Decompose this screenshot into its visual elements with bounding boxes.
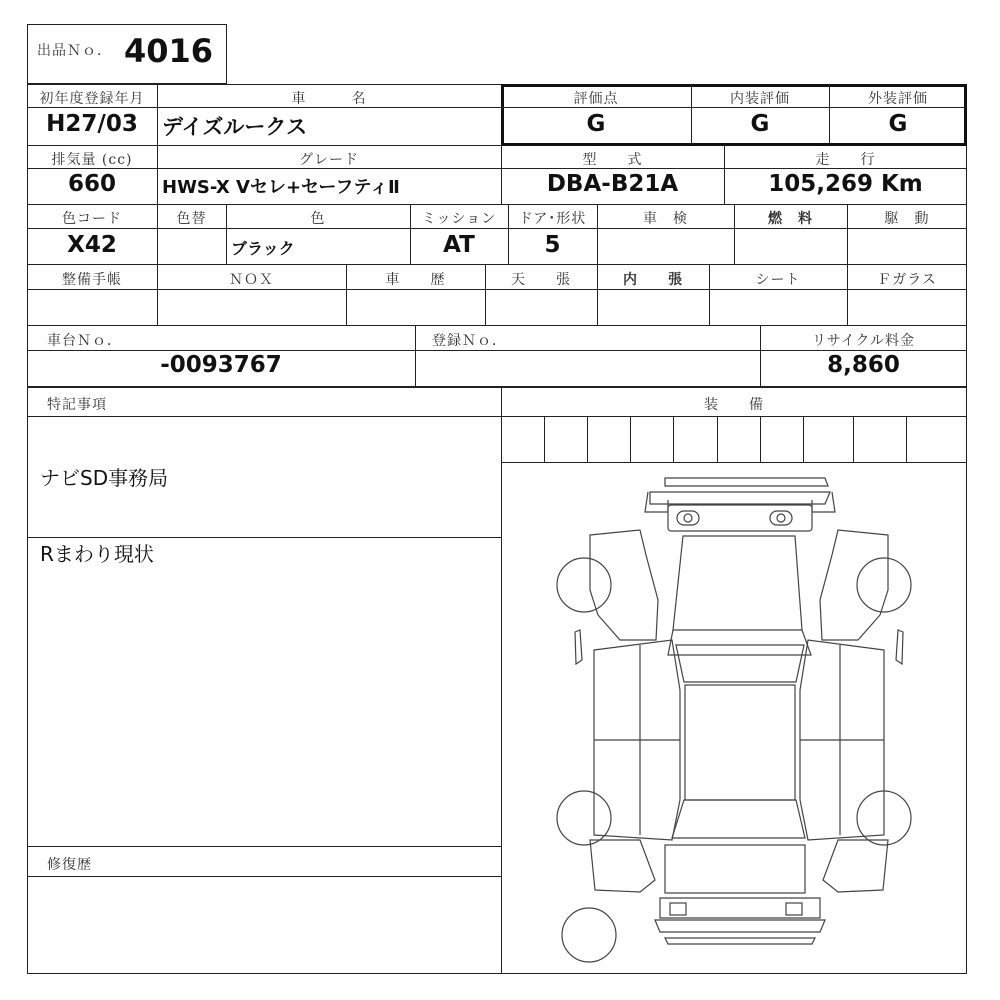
vehicle-condition-diagram xyxy=(501,462,967,974)
color-code-value: X42 xyxy=(67,232,117,258)
drive-label: 駆 動 xyxy=(884,211,930,227)
car-name-value: デイズルークス xyxy=(162,115,308,139)
first-registration-value: H27/03 xyxy=(46,111,138,137)
score-value: G xyxy=(586,111,606,137)
color-value: ブラック xyxy=(231,239,295,258)
lot-number-value: 4016 xyxy=(124,32,214,70)
fuel-label: 燃 料 xyxy=(768,211,813,227)
interior-score-value: G xyxy=(750,111,770,137)
roof-lining-label: 天 張 xyxy=(511,272,571,288)
note-line-2: Rまわり現状 xyxy=(40,542,154,566)
note-line-1: ナビSD事務局 xyxy=(40,466,169,490)
first-registration-label: 初年度登録年月 xyxy=(39,91,145,107)
doors-label: ドア･形状 xyxy=(518,211,587,227)
mileage-label: 走 行 xyxy=(815,152,876,168)
chassis-number-label: 車台Ｎｏ． xyxy=(47,333,122,349)
transmission-label: ミッション xyxy=(421,211,497,227)
special-notes-label: 特記事項 xyxy=(47,397,107,413)
mileage-value: 105,269 Km xyxy=(768,171,923,197)
transmission-value: AT xyxy=(443,232,475,258)
registration-number-label: 登録Ｎｏ． xyxy=(432,333,507,349)
equipment-label: 装 備 xyxy=(704,397,764,413)
interior-trim-label: 内 張 xyxy=(623,272,683,288)
front-glass-label: Ｆガラス xyxy=(877,272,937,288)
seat-label: シート xyxy=(755,272,801,288)
model-label: 型 式 xyxy=(582,152,643,168)
exterior-score-label: 外装評価 xyxy=(868,91,928,107)
displacement-value: 660 xyxy=(67,171,116,197)
lot-number-label: 出品Ｎｏ． xyxy=(37,43,112,59)
chassis-number-value: -0093767 xyxy=(160,352,282,378)
inspection-label: 車 検 xyxy=(643,211,688,227)
vehicle-history-label: 車 歴 xyxy=(385,272,446,288)
nox-label: ＮＯＸ xyxy=(229,272,274,288)
repair-history-label: 修復歴 xyxy=(47,857,92,873)
exterior-score-value: G xyxy=(888,111,908,137)
grade-value: HWS-X Vセレ+セーフティⅡ xyxy=(162,177,400,198)
car-name-label: 車 名 xyxy=(291,91,367,107)
doors-value: 5 xyxy=(544,232,561,258)
recycle-fee-value: 8,860 xyxy=(827,352,900,378)
grade-label: グレード xyxy=(299,152,359,168)
maintenance-record-label: 整備手帳 xyxy=(62,272,122,288)
model-value: DBA-B21A xyxy=(546,171,679,197)
recycle-fee-label: リサイクル料金 xyxy=(811,333,916,349)
color-label: 色 xyxy=(310,211,326,227)
repaint-label: 色替 xyxy=(176,211,207,227)
displacement-label: 排気量 (cc) xyxy=(51,152,133,168)
interior-score-label: 内装評価 xyxy=(730,91,790,107)
color-code-label: 色コード xyxy=(62,211,122,227)
score-label: 評価点 xyxy=(573,91,619,107)
